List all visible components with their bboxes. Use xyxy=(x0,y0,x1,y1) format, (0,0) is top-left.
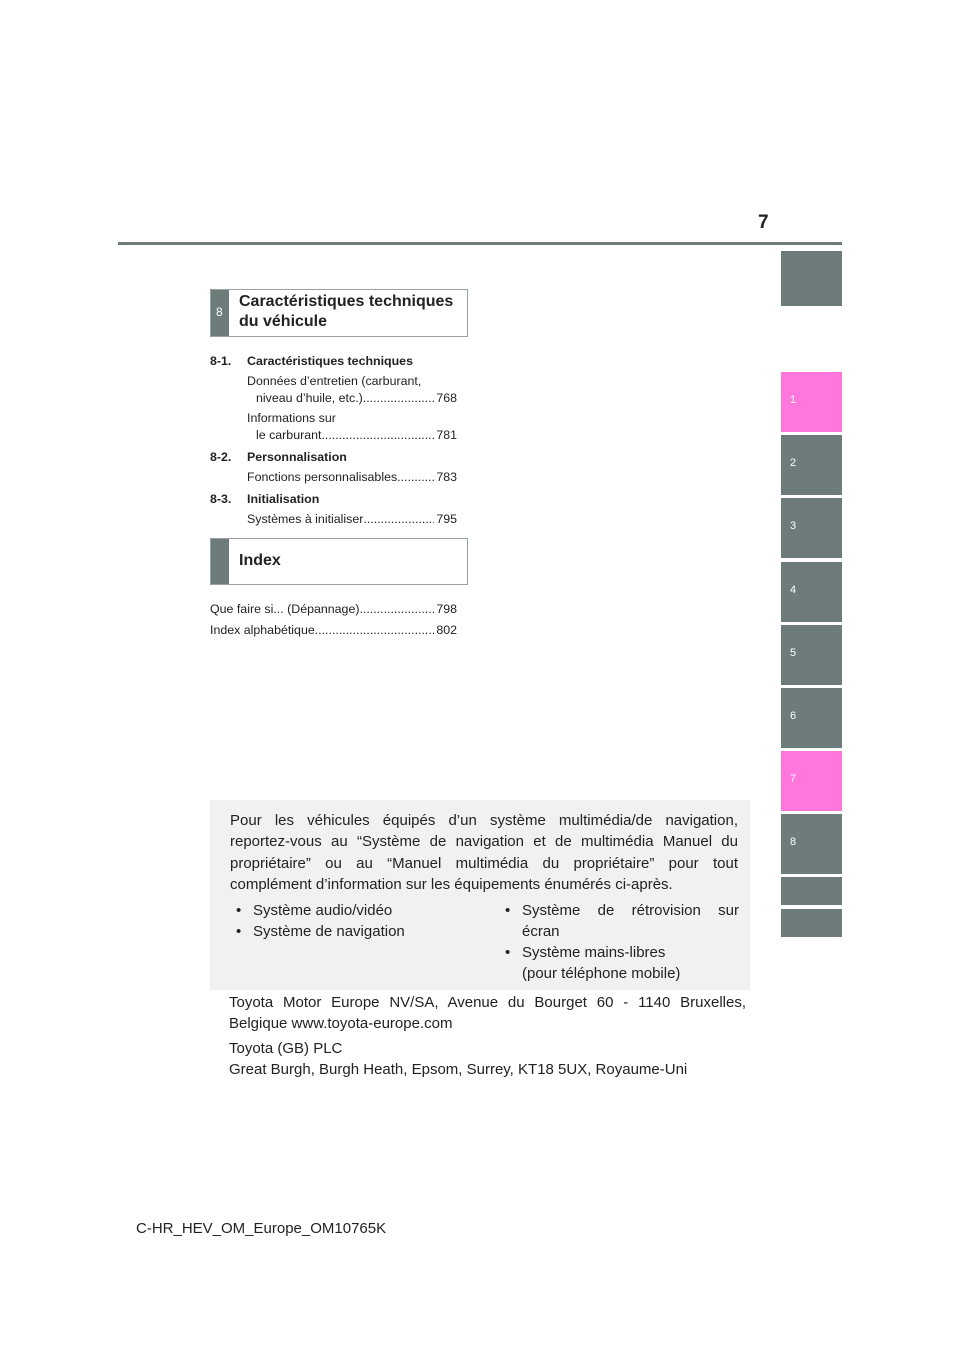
header-rule xyxy=(118,242,842,245)
page-ref: 798 xyxy=(436,602,457,616)
tab-label: 6 xyxy=(790,710,797,722)
toc-entry[interactable]: Systèmes à initialiser ..... 795 xyxy=(247,511,457,528)
section-tab-4[interactable] xyxy=(781,562,842,622)
tab-label: 2 xyxy=(790,457,797,469)
index-header xyxy=(210,538,468,585)
address-gb-name: Toyota (GB) PLC xyxy=(229,1040,343,1057)
tab-label: 8 xyxy=(790,836,797,848)
page-ref: 781 xyxy=(436,428,457,442)
section-tab-5[interactable] xyxy=(781,625,842,685)
tab-label: 3 xyxy=(790,520,797,532)
page-ref: 795 xyxy=(436,512,457,526)
chapter-heading[interactable]: 8-1. Caractéristiques techniques xyxy=(210,354,413,368)
page-ref: 768 xyxy=(436,391,457,405)
section-tab-6[interactable] xyxy=(781,688,842,748)
page-number: 7 xyxy=(758,212,769,233)
note-text: Pour les véhicules équipés d’un système multimédia/de navigation, reportez-vous au “Système de navigation et de multimédia Manuel du propriétaire” ou au “Manuel multimédia du propriétaire” pour tout complément d’information sur les équipements énumérés ci-après. xyxy=(230,812,738,893)
section-tab-blank-1[interactable] xyxy=(781,877,842,905)
section-tab-8[interactable] xyxy=(781,814,842,874)
tab-label: 1 xyxy=(790,394,797,406)
section-number-bar xyxy=(211,539,229,584)
section-tab-blank-2[interactable] xyxy=(781,909,842,937)
section-tab-1[interactable] xyxy=(781,372,842,432)
index-entry[interactable]: Index alphabétique ..... 802 xyxy=(210,622,457,639)
tab-label: 4 xyxy=(790,584,797,596)
section-number: 8 xyxy=(216,305,223,319)
section-tab-2[interactable] xyxy=(781,435,842,495)
toc-entry[interactable]: Informations sur le carburant ..... 781 xyxy=(247,410,457,444)
page-ref: 783 xyxy=(436,470,457,484)
section-tab-blank-top[interactable] xyxy=(781,251,842,306)
toc-entry[interactable]: Données d’entretien (carburant, niveau d’huile, etc.) ..... 768 xyxy=(247,373,457,407)
tab-label: 5 xyxy=(790,647,797,659)
index-entry[interactable]: Que faire si... (Dépannage) ..... 798 xyxy=(210,601,457,618)
page-ref: 802 xyxy=(436,623,457,637)
address-europe: Toyota Motor Europe NV/SA, Avenue du Bourget 60 - 1140 Bruxelles, Belgique www.toyota-europe.com xyxy=(229,994,746,1032)
chapter-heading[interactable]: 8-2. Personnalisation xyxy=(210,450,347,464)
section-8-header xyxy=(210,289,468,337)
chapter-heading[interactable]: 8-3. Initialisation xyxy=(210,492,320,506)
multimedia-note-box: Pour les véhicules équipés d’un système multimédia/de navigation, reportez-vous au “Système de navigation et de multimédia Manuel du propriétaire” ou au “Manuel multimédia du propriétaire” pour tout complément d’information sur les équipements énumérés ci-après. • Système audio/vidéo • Système de navigation • Système de rétrovision sur écran • Système mains-libres (pour téléphone mobile) xyxy=(210,800,750,990)
toc-entry[interactable]: Fonctions personnalisables ..... 783 xyxy=(247,469,457,486)
section-number-bar xyxy=(211,290,229,336)
index-title: Index xyxy=(239,552,281,569)
tab-label: 7 xyxy=(790,773,797,785)
section-tab-7[interactable] xyxy=(781,751,842,811)
section-tab-3[interactable] xyxy=(781,498,842,558)
document-id: C-HR_HEV_OM_Europe_OM10765K xyxy=(136,1220,387,1237)
section-title: Caractéristiques techniques du véhicule xyxy=(239,293,454,330)
address-gb: Great Burgh, Burgh Heath, Epsom, Surrey, KT18 5UX, Royaume-Uni xyxy=(229,1061,688,1078)
